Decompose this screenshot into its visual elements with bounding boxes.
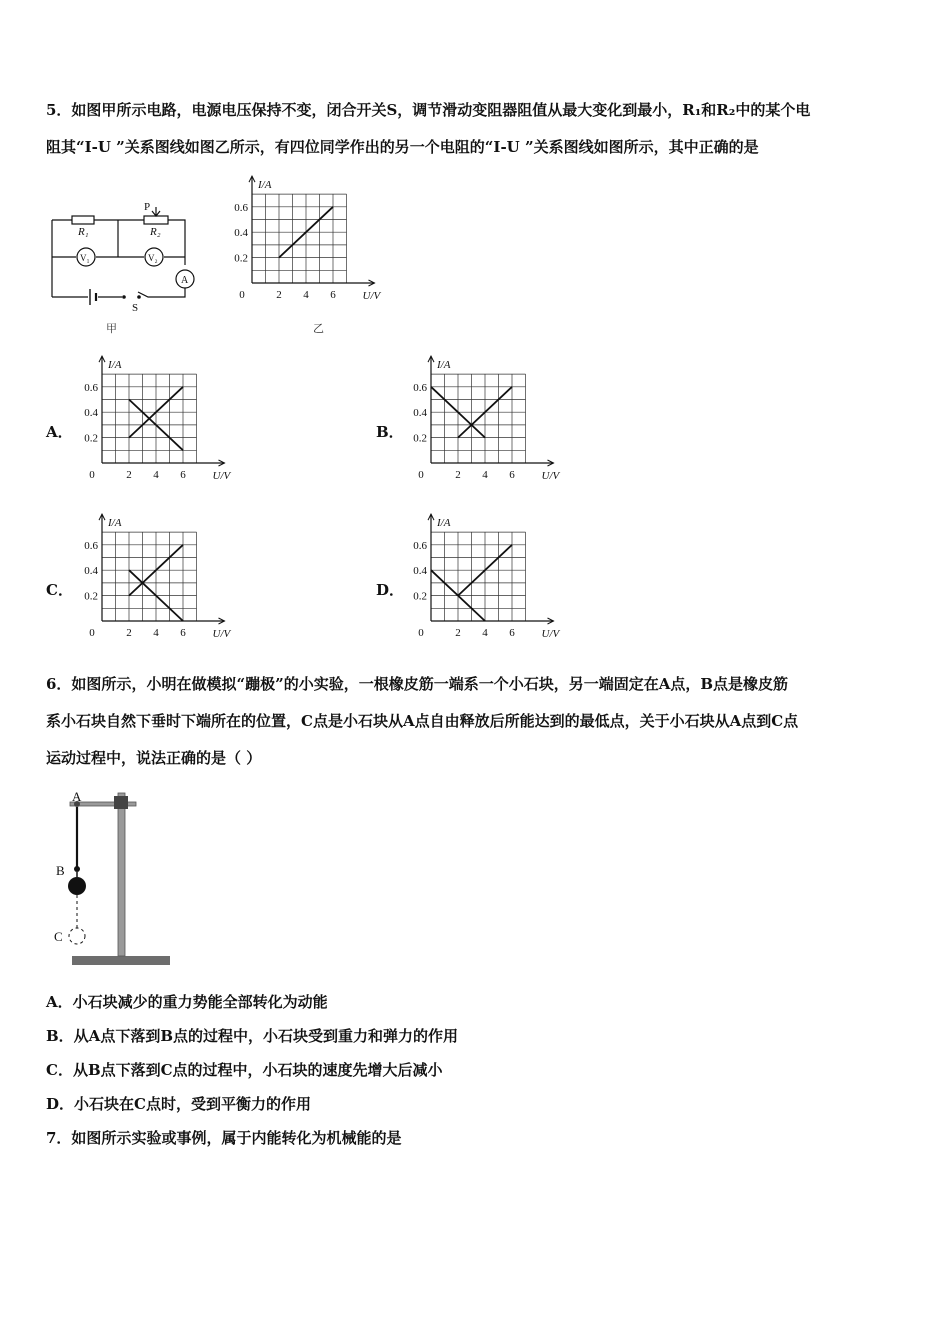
q6-option-b[interactable]: B．从A点下落到B点的过程中，小石块受到重力和弹力的作用 (46, 1027, 458, 1045)
origin-label: 0 (89, 469, 95, 481)
rheostat-r2 (144, 216, 168, 224)
switch-contact-left (122, 295, 126, 299)
x-axis-label: U/V (362, 290, 381, 302)
stand-clamp (114, 796, 128, 809)
x-axis-label: U/V (541, 628, 560, 640)
q5-option-b-label[interactable]: B． (376, 423, 404, 441)
y-tick-label: 0.4 (413, 407, 427, 420)
graph-option-a[interactable] (82, 350, 232, 490)
q5-option-c-label[interactable]: C． (46, 581, 73, 599)
graph-option-d[interactable] (411, 508, 561, 648)
x-tick-label: 4 (303, 289, 309, 301)
x-axis-label: U/V (541, 470, 560, 482)
resistor-r1 (72, 216, 94, 224)
label-s: S (132, 302, 139, 314)
y-tick-label: 0.2 (413, 590, 427, 603)
label-a: A (181, 275, 189, 286)
q7-text: 7．如图所示实验或事例，属于内能转化为机械能的是 (46, 1129, 402, 1147)
label-r1: R₁ (78, 226, 89, 238)
switch-contact-right (137, 295, 141, 299)
label-v1: V₁ (80, 253, 90, 263)
y-tick-label: 0.2 (84, 432, 98, 445)
x-tick-label: 2 (276, 289, 282, 301)
x-tick-label: 2 (126, 469, 132, 481)
q5-option-a-label[interactable]: A． (46, 423, 73, 441)
q6-line-2: 系小石块自然下垂时下端所在的位置，C点是小石块从A点自由释放后所能达到的最低点，关于小石块从A点到C点 (46, 712, 799, 730)
x-tick-label: 6 (509, 469, 515, 481)
y-axis-label: I/A (108, 517, 122, 530)
x-tick-label: 4 (482, 627, 488, 639)
q6-option-c[interactable]: C．从B点下落到C点的过程中，小石块的速度先增大后减小 (46, 1061, 443, 1079)
label-point-a: A (72, 789, 82, 804)
x-tick-label: 2 (126, 627, 132, 639)
x-tick-label: 2 (455, 627, 461, 639)
y-tick-label: 0.6 (84, 381, 98, 394)
x-axis-label: U/V (212, 628, 231, 640)
y-axis-label: I/A (437, 359, 451, 372)
q6-line-3: 运动过程中，说法正确的是（ ） (46, 749, 262, 767)
stand-base (72, 956, 170, 965)
q5-text (46, 92, 910, 166)
y-axis-label: I/A (258, 179, 272, 192)
x-tick-label: 2 (455, 469, 461, 481)
q5-line-1: 5．如图甲所示电路，电源电压保持不变，闭合开关S，调节滑动变阻器阻值从最大变化到最小，R₁和R₂中的某个电 (46, 101, 811, 119)
stand-pole (118, 793, 125, 956)
bungee-figure (50, 785, 180, 975)
origin-label: 0 (89, 627, 95, 639)
y-tick-label: 0.6 (84, 539, 98, 552)
y-tick-label: 0.4 (84, 565, 98, 578)
y-axis-label: I/A (437, 517, 451, 530)
slider-p-arrow (152, 207, 160, 216)
q6-line-1: 6．如图所示，小明在做模拟“蹦极”的小实验，一根橡皮筋一端系一个小石块，另一端固定在A点，B点是橡皮筋 (46, 675, 789, 693)
point-b-knob (74, 866, 80, 872)
y-tick-label: 0.4 (84, 407, 98, 420)
y-tick-label: 0.4 (234, 227, 248, 240)
y-tick-label: 0.2 (84, 590, 98, 603)
q5-line-2: 阻其“I-U ”关系图线如图乙所示，有四位同学作出的另一个电阻的“I-U ”关系图线如图所示，其中正确的是 (46, 138, 759, 156)
origin-label: 0 (239, 289, 245, 301)
graph-caption: 乙 (313, 322, 324, 335)
circuit-diagram (40, 195, 210, 335)
graph-option-c[interactable] (82, 508, 232, 648)
x-tick-label: 4 (482, 469, 488, 481)
stone-at-c (69, 928, 85, 944)
y-tick-label: 0.4 (413, 565, 427, 578)
label-r2: R₂ (150, 226, 161, 238)
x-tick-label: 4 (153, 469, 159, 481)
x-tick-label: 6 (509, 627, 515, 639)
circuit-caption: 甲 (106, 322, 117, 335)
label-point-c: C (54, 929, 63, 944)
origin-label: 0 (418, 469, 424, 481)
q6-text (46, 666, 910, 777)
y-axis-label: I/A (108, 359, 122, 372)
y-tick-label: 0.6 (234, 201, 248, 214)
y-tick-label: 0.6 (413, 539, 427, 552)
origin-label: 0 (418, 627, 424, 639)
q6-option-d[interactable]: D．小石块在C点时，受到平衡力的作用 (46, 1095, 311, 1113)
q6-option-a[interactable]: A．小石块减少的重力势能全部转化为动能 (46, 993, 328, 1011)
graph-yi (232, 170, 382, 310)
y-tick-label: 0.2 (234, 252, 248, 265)
y-tick-label: 0.6 (413, 381, 427, 394)
x-tick-label: 4 (153, 627, 159, 639)
label-p: P (144, 201, 151, 213)
x-tick-label: 6 (180, 469, 186, 481)
label-v2: V₂ (148, 253, 158, 263)
graph-option-b[interactable] (411, 350, 561, 490)
stone (68, 877, 86, 895)
y-tick-label: 0.2 (413, 432, 427, 445)
x-axis-label: U/V (212, 470, 231, 482)
label-point-b: B (56, 863, 65, 878)
q5-option-d-label[interactable]: D． (376, 581, 405, 599)
x-tick-label: 6 (330, 289, 336, 301)
x-tick-label: 6 (180, 627, 186, 639)
